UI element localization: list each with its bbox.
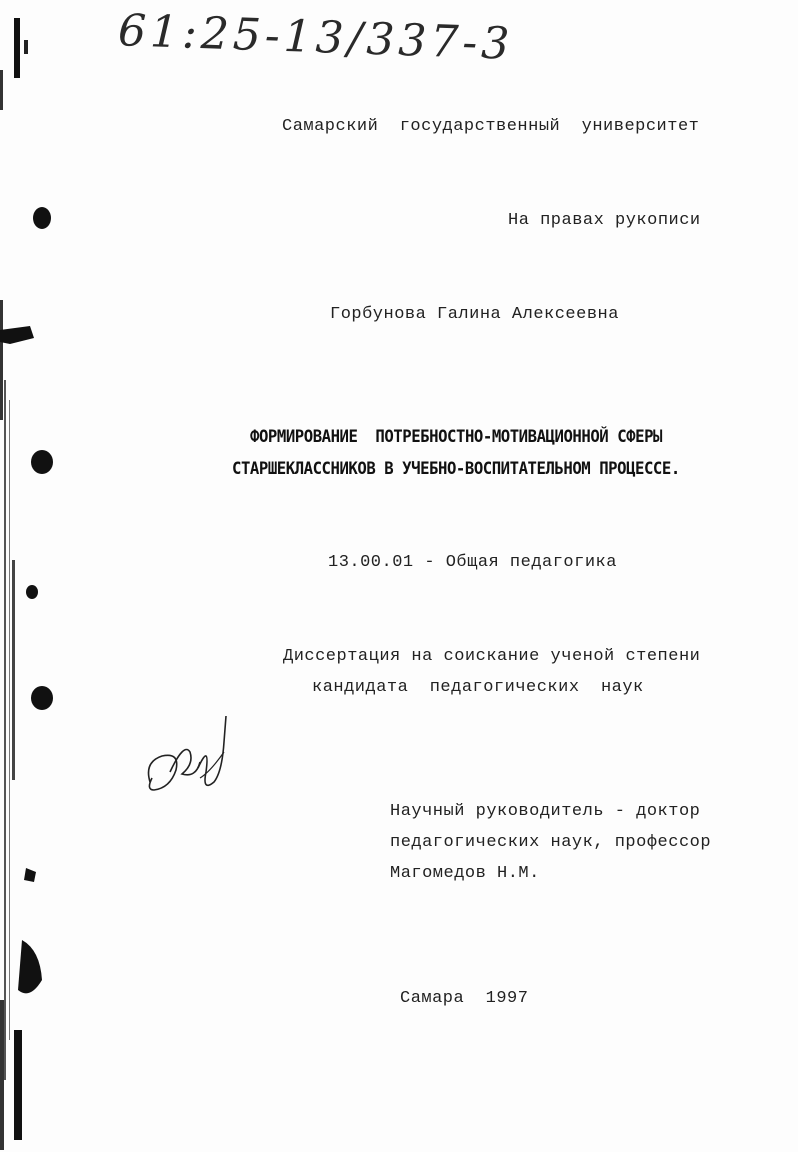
- supervisor-name: Магомедов Н.М.: [390, 864, 540, 883]
- city-year: Самара 1997: [400, 989, 529, 1008]
- dissertation-title-line-1: ФОРМИРОВАНИЕ ПОТРЕБНОСТНО-МОТИВАЦИОННОЙ СФЕРЫ: [250, 427, 662, 447]
- supervisor-line-2: педагогических наук, профессор: [390, 833, 712, 852]
- specialty-code: 13.00.01 - Общая педагогика: [328, 553, 617, 572]
- rights-note: На правах рукописи: [508, 211, 701, 230]
- dissertation-title-line-2: СТАРШЕКЛАССНИКОВ В УЧЕБНО-ВОСПИТАТЕЛЬНОМ ПРОЦЕССЕ.: [232, 459, 680, 479]
- archive-number-handwritten: 61:25-13/337-3: [117, 5, 515, 70]
- binding-margin-marks: [0, 0, 60, 1152]
- author-name: Горбунова Галина Алексеевна: [330, 305, 619, 324]
- handwritten-signature-icon: [140, 712, 240, 802]
- degree-line-2: кандидата педагогических наук: [312, 678, 644, 697]
- degree-line-1: Диссертация на соискание ученой степени: [283, 647, 701, 666]
- supervisor-line-1: Научный руководитель - доктор: [390, 802, 701, 821]
- university-name: Самарский государственный университет: [282, 117, 700, 136]
